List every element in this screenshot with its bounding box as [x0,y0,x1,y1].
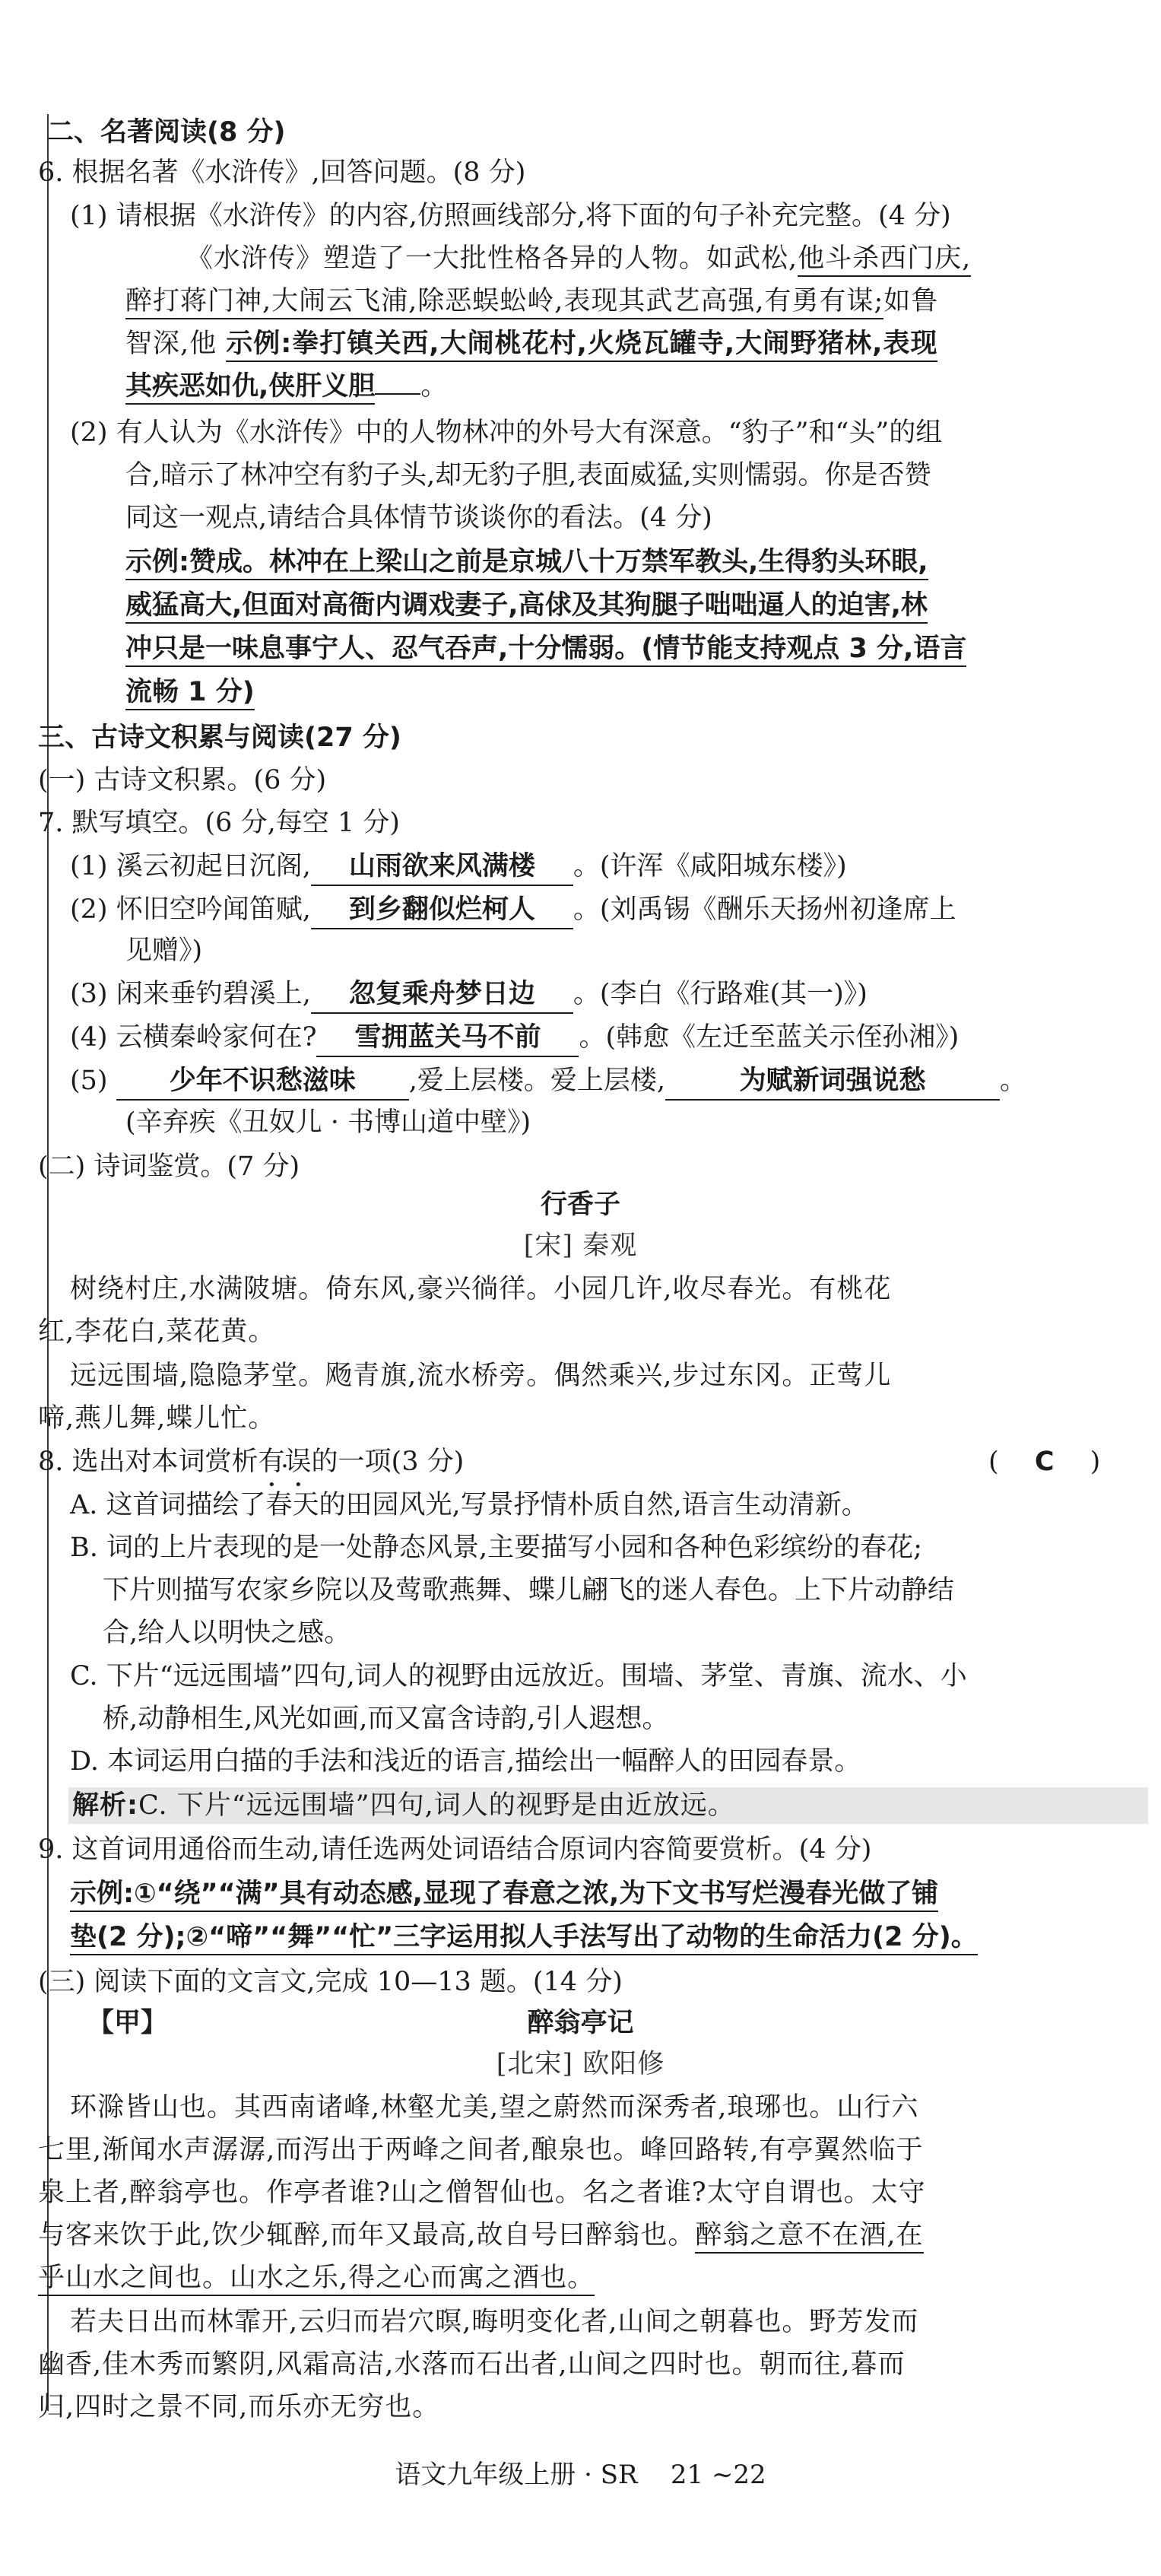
q7-5-end: 。 [999,1066,1026,1096]
q8-prompt-end: 的一项(3 分) [311,1447,465,1477]
q6-2-answer-2-text: 威猛高大,但面对高衙内调戏妻子,高俅及其狗腿子咄咄逼人的迫害,林 [125,590,928,624]
q7-5-answer-2: 为赋新词强说愁 [665,1062,1000,1101]
q8-option-b-line-2: 下片则描写农家乡院以及莺歌燕舞、蝶儿翩飞的迷人春色。上下片动静结 [103,1575,955,1606]
question-9: 9. 这首词用通俗而生动,请任选两处词语结合原词内容简要赏析。(4 分) [38,1834,872,1865]
q9-answer-1-text: 示例:①“绕”“满”具有动态感,显现了春意之浓,为下文书写烂漫春光做了铺 [70,1879,938,1912]
essay-author: [北宋] 欧阳修 [496,2049,665,2079]
essay-line-5-underlined: 乎山水之间也。山水之乐,得之心而寓之酒也。 [38,2263,595,2296]
poem-stanza-2-line-1: 远远围墙,隐隐茅堂。飏青旗,流水桥旁。偶然乘兴,步过东冈。正莺儿 [70,1361,892,1391]
question-6: 6. 根据名著《水浒传》,回答问题。(8 分) [38,157,526,188]
q9-answer-2 [70,1919,978,1955]
q7-2 [70,891,956,929]
q9-answer-1 [70,1876,938,1912]
q7-4-prompt: (4) 云横秦岭家何在? [70,1022,317,1053]
q8-option-d: D. 本词运用白描的手法和浅近的语言,描绘出一幅醉人的田园春景。 [70,1746,861,1777]
q6-1-answer-cont: 其疾恶如仇,侠肝义胆 [125,371,375,405]
q7-1-answer: 山雨欲来风满楼 [311,848,573,886]
q8-option-a: A. 这首词描绘了春天的田园风光,写景抒情朴质自然,语言生动清新。 [70,1490,868,1520]
poem-stanza-1-line-2: 红,李花白,菜花黄。 [38,1317,276,1347]
q6-1-line-1 [186,240,971,277]
q6-1-text-cont: 如鲁 [883,286,939,316]
q6-2-line-3: 同这一观点,请结合具体情节谈谈你的看法。(4 分) [125,503,712,533]
poem-author: [宋] 秦观 [523,1231,638,1261]
q7-3-answer: 忽复乘舟梦日边 [311,976,573,1014]
essay-line-1: 环滁皆山也。其西南诸峰,林壑尤美,望之蔚然而深秀者,琅琊也。山行六 [70,2092,919,2123]
q6-1-underlined-example: 他斗杀西门庆, [798,243,971,277]
essay-line-3: 泉上者,醉翁亭也。作亭者谁?山之僧智仙也。名之者谁?太守自谓也。太守 [38,2177,926,2208]
q7-5-source: (辛弃疾《丑奴儿 · 书博山道中壁》) [125,1107,531,1138]
q7-3 [70,976,868,1014]
poem-stanza-1-line-1: 树绕村庄,水满陂塘。倚东风,豪兴徜徉。小园几许,收尽春光。有桃花 [70,1274,892,1304]
q6-2-answer-2 [125,587,928,624]
essay-line-2: 七里,渐闻水声潺潺,而泻出于两峰之间者,酿泉也。峰回路转,有亭翼然临于 [38,2135,924,2165]
section-3-title: 三、古诗文积累与阅读(27 分) [38,723,401,753]
q7-5-answer-1: 少年不识愁滋味 [116,1062,409,1101]
essay-line-5 [38,2260,595,2296]
q8-prompt: 8. 选出对本词赏析 [38,1447,259,1477]
q6-2-answer-4 [125,674,255,710]
bracket-left: ( [988,1447,999,1477]
q7-1-source: 。(许浑《咸阳城东楼》) [573,851,847,881]
section-2-title: 二、名著阅读(8 分) [47,117,286,148]
essay-line-8: 归,四时之景不同,而乐亦无穷也。 [38,2392,440,2422]
q6-2-answer-3-text: 冲只是一味息事宁人、忍气吞声,十分懦弱。(情节能支持观点 3 分,语言 [125,634,966,667]
essay-line-4 [38,2217,924,2254]
q8-option-b-line-3: 合,给人以明快之感。 [103,1618,351,1648]
essay-line-6: 若夫日出而林霏开,云归而岩穴暝,晦明变化者,山间之朝暮也。野芳发而 [70,2307,919,2337]
q7-4-source: 。(韩愈《左迁至蓝关示侄孙湘》) [579,1022,960,1053]
q7-3-prompt: (3) 闲来垂钓碧溪上, [70,979,311,1009]
part-3-title: (三) 阅读下面的文言文,完成 10—13 题。(14 分) [38,1967,623,1997]
q8-option-b-line-1: B. 词的上片表现的是一处静态风景,主要描写小园和各种色彩缤纷的春花; [70,1533,922,1563]
q7-2-prompt: (2) 怀旧空吟闻笛赋, [70,894,311,925]
q8-explanation [72,1787,735,1824]
essay-title: 醉翁亭记 [527,2008,634,2038]
explanation-text: C. 下片“远远围墙”四句,词人的视野是由近放远。 [138,1790,735,1821]
q6-1-answer: 示例:拳打镇关西,大闹桃花村,火烧瓦罐寺,大闹野猪林,表现 [226,329,937,362]
q6-1-underlined-example-cont: 醉打蒋门神,大闹云飞浦,除恶蜈蚣岭,表现其武艺高强,有勇有谋; [125,286,883,319]
q8-answer-bracket [988,1444,1100,1480]
q7-1-prompt: (1) 溪云初起日沉阁, [70,851,311,881]
q7-5 [70,1062,1026,1101]
q7-4 [70,1019,959,1057]
bracket-right: ) [1090,1447,1101,1477]
question-8 [38,1444,464,1493]
q6-1-line-3 [125,326,937,362]
q7-2-answer: 到乡翻似烂柯人 [311,891,573,929]
q6-2-line-1: (2) 有人认为《水浒传》中的人物林冲的外号大有深意。“豹子”和“头”的组 [70,418,943,448]
essay-line-4-underlined: 醉翁之意不在酒,在 [695,2220,923,2254]
q7-3-source: 。(李白《行路难(其一)》) [573,979,868,1009]
q6-1-line-2 [125,283,938,319]
q6-1-end: 。 [420,371,448,402]
q8-emphasis: 有误 [258,1447,312,1477]
q8-option-c-line-2: 桥,动静相生,风光如画,而又富含诗韵,引人遐想。 [103,1704,669,1734]
essay-line-7: 幽香,佳木秀而繁阴,风霜高洁,水落而石出者,山间之四时也。朝而往,暮而 [38,2349,906,2380]
part-1-title: (一) 古诗文积累。(6 分) [38,765,327,796]
q9-answer-2-text: 垫(2 分);②“啼”“舞”“忙”三字运用拟人手法写出了动物的生命活力(2 分)。 [70,1922,978,1955]
q6-1-text-zhishen: 智深,他 [125,329,217,359]
q6-1-text: 《水浒传》塑造了一大批性格各异的人物。如武松, [186,243,798,274]
q7-2-source: 。(刘禹锡《酬乐天扬州初逢席上 [573,894,956,925]
q8-option-c-line-1: C. 下片“远远围墙”四句,词人的视野由远放近。围墙、茅堂、青旗、流水、小 [70,1661,967,1691]
q7-4-answer: 雪拥蓝关马不前 [316,1019,579,1057]
q7-1 [70,848,847,886]
q6-2-answer-1 [125,544,928,580]
q7-5-prompt: (5) [70,1066,108,1096]
q8-answer: C [1034,1447,1055,1477]
question-6-1-prompt: (1) 请根据《水浒传》的内容,仿照画线部分,将下面的句子补充完整。(4 分) [70,201,951,231]
part-2-title: (二) 诗词鉴赏。(7 分) [38,1151,300,1182]
essay-tag: 【甲】 [87,2008,168,2038]
question-7: 7. 默写填空。(6 分,每空 1 分) [38,808,400,838]
q6-2-answer-3 [125,631,966,667]
q6-2-answer-4-text: 流畅 1 分) [125,677,255,710]
poem-stanza-2-line-2: 啼,燕儿舞,蝶儿忙。 [38,1403,276,1434]
q6-1-line-4 [125,368,447,405]
essay-line-4-text: 与客来饮于此,饮少辄醉,而年又最高,故自号曰醉翁也。 [38,2220,696,2250]
poem-title: 行香子 [540,1190,620,1220]
page-footer: 语文九年级上册 · SR 21 ~22 [395,2460,766,2490]
explanation-label: 解析: [72,1790,138,1821]
q7-5-mid: ,爱上层楼。爱上层楼, [408,1066,665,1096]
q6-2-line-2: 合,暗示了林冲空有豹子头,却无豹子胆,表面威猛,实则懦弱。你是否赞 [125,460,931,491]
q7-2-source-cont: 见赠》) [125,935,203,966]
q6-2-answer-1-text: 示例:赞成。林冲在上梁山之前是京城八十万禁军教头,生得豹头环眼, [125,547,928,580]
